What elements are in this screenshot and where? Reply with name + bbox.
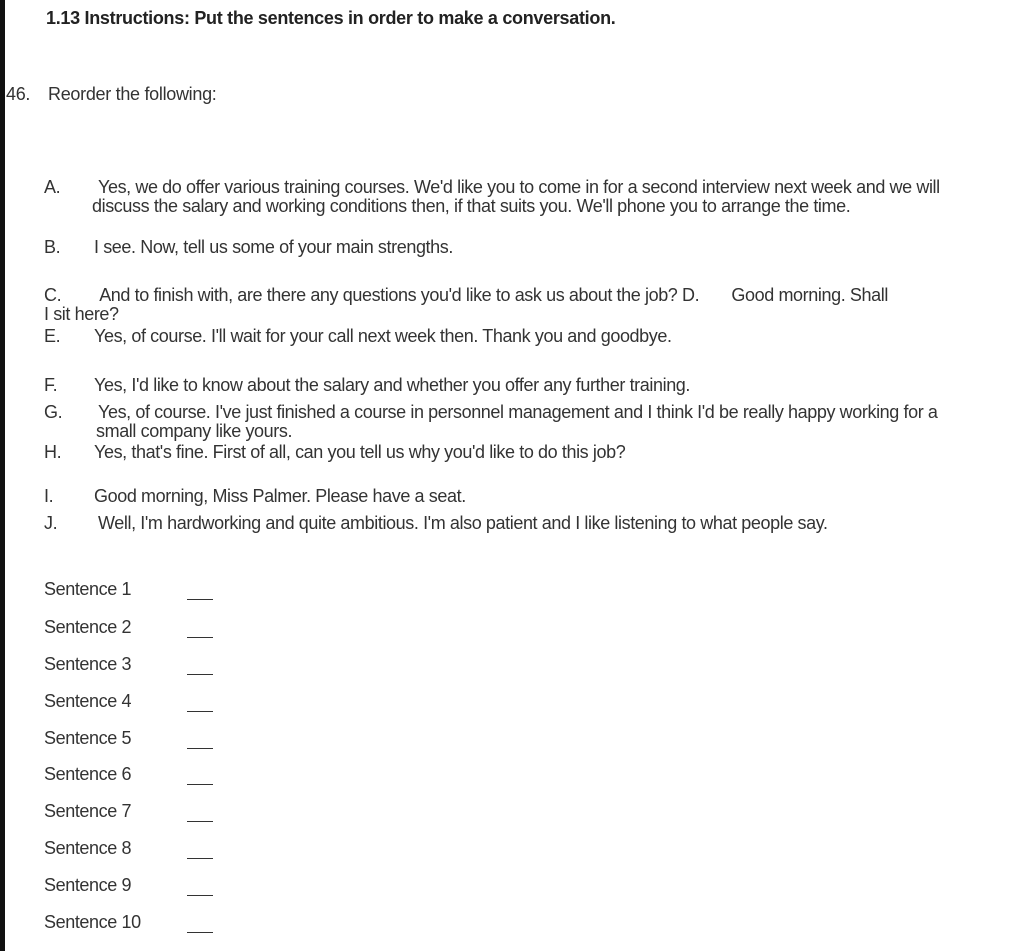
- answer-blank[interactable]: [187, 803, 213, 822]
- answer-label: Sentence 1: [44, 579, 132, 599]
- sentence-letter: F.: [44, 375, 58, 395]
- sentence-text: Yes, of course. I'll wait for your call next week then. Thank you and goodbye.: [94, 326, 672, 346]
- sentence-letter: H.: [44, 442, 62, 462]
- answer-blank[interactable]: [187, 730, 213, 749]
- sentence-text: Yes, we do offer various training courses. We'd like you to come in for a second interview next week and we will discuss the salary and working conditions then, if that suits you. We'll phone you to arrange the time.: [92, 177, 940, 216]
- sentence-text: Yes, of course. I've just finished a course in personnel management and I think I'd be really happy working for a small company like yours.: [96, 402, 938, 441]
- answer-row: [44, 838, 131, 859]
- sentence-item-j: [44, 514, 994, 533]
- sentence-item-g: [44, 403, 964, 441]
- answer-blank[interactable]: [187, 693, 213, 712]
- sentence-item-e: [44, 327, 994, 346]
- sentence-item-a: [44, 178, 994, 216]
- answer-blank[interactable]: [187, 766, 213, 785]
- question-prompt: Reorder the following:: [48, 84, 217, 104]
- sentence-letter: B.: [44, 237, 61, 257]
- sentence-item-f: [44, 376, 994, 395]
- answer-blank[interactable]: [187, 840, 213, 859]
- answer-blank[interactable]: [187, 581, 213, 600]
- answer-blank[interactable]: [187, 656, 213, 675]
- sentence-text-c: And to finish with, are there any questions you'd like to ask us about the job? D. Good morning. Shall I sit here?: [44, 285, 893, 324]
- answer-label: Sentence 9: [44, 875, 132, 895]
- answer-blank[interactable]: [187, 914, 213, 933]
- sentence-item-i: [44, 487, 994, 506]
- answer-label: Sentence 10: [44, 912, 141, 932]
- sentence-item-h: [44, 443, 994, 462]
- sentence-text: Yes, that's fine. First of all, can you tell us why you'd like to do this job?: [94, 442, 626, 462]
- answer-row: [44, 617, 131, 638]
- answer-label: Sentence 3: [44, 654, 132, 674]
- sentence-letter: J.: [44, 513, 58, 533]
- answer-label: Sentence 6: [44, 764, 132, 784]
- answer-row: [44, 912, 141, 933]
- sentence-item-c: [44, 286, 894, 324]
- answer-row: [44, 875, 131, 896]
- sentence-letter: G.: [44, 402, 63, 422]
- sentence-text: Yes, I'd like to know about the salary and whether you offer any further training.: [94, 375, 691, 395]
- instructions-title: 1.13 Instructions: Put the sentences in order to make a conversation.: [46, 8, 616, 28]
- left-edge-bar: [0, 0, 5, 951]
- answer-blank[interactable]: [187, 877, 213, 896]
- sentence-item-b: [44, 238, 994, 257]
- sentence-letter: C.: [44, 285, 62, 305]
- sentence-text: Good morning, Miss Palmer. Please have a seat.: [94, 486, 466, 506]
- answer-label: Sentence 5: [44, 728, 132, 748]
- answer-label: Sentence 7: [44, 801, 132, 821]
- answer-label: Sentence 8: [44, 838, 132, 858]
- sentence-letter: I.: [44, 486, 54, 506]
- answer-row: [44, 728, 131, 749]
- answer-label: Sentence 2: [44, 617, 132, 637]
- answer-label: Sentence 4: [44, 691, 132, 711]
- sentence-text: [44, 286, 894, 324]
- answer-row: [44, 801, 131, 822]
- sentence-text: I see. Now, tell us some of your main strengths.: [94, 237, 453, 257]
- sentence-letter: E.: [44, 326, 61, 346]
- answer-row: [44, 764, 131, 785]
- question-number: 46.: [6, 84, 31, 104]
- answer-blank[interactable]: [187, 619, 213, 638]
- sentence-text: Well, I'm hardworking and quite ambitious. I'm also patient and I like listening to what people say.: [98, 513, 828, 533]
- question-header: [6, 84, 217, 105]
- answer-row: [44, 691, 131, 712]
- answer-row: [44, 579, 131, 600]
- answer-row: [44, 654, 131, 675]
- sentence-letter: A.: [44, 177, 61, 197]
